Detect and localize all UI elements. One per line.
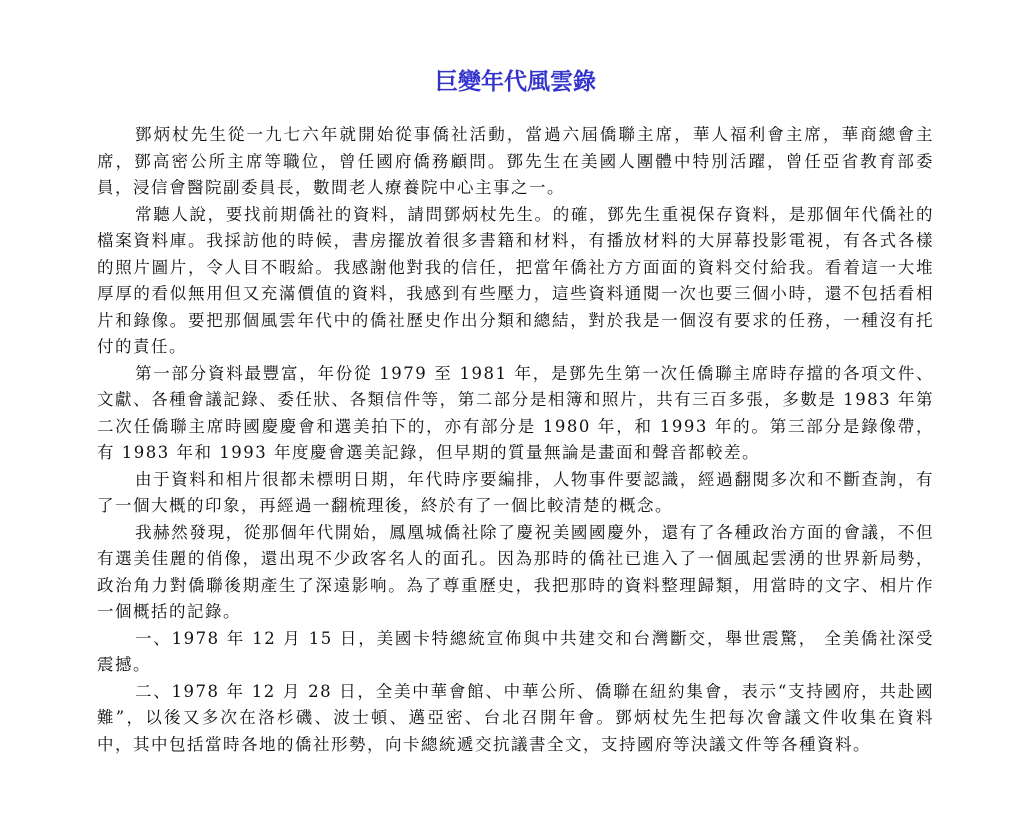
- paragraph-1: 鄧炳杖先生從一九七六年就開始從事僑社活動，當過六屆僑聯主席，華人福利會主席，華商總會主席，鄧高密公所主席等職位，曾任國府僑務顧問。鄧先生在美國人團體中特別活躍，曾任亞省教育部委員，浸信會醫院副委員長，數間老人療養院中心主事之一。: [97, 125, 934, 197]
- paragraph-4: 由于資料和相片很都未標明日期，年代時序要編排，人物事件要認識，經過翻閱多次和不斷查詢，有了一個大概的印象，再經過一翻梳理後，終於有了一個比較清楚的概念。: [97, 469, 934, 515]
- document-body: [97, 122, 934, 758]
- document-page: [97, 62, 934, 758]
- paragraph-2: 常聽人說，要找前期僑社的資料，請問鄧炳杖先生。的確，鄧先生重視保存資料，是那個年代僑社的檔案資料庫。我採訪他的時候，書房擺放着很多書籍和材料，有播放材料的大屏幕投影電視，有各式各樣的照片圖片，令人目不暇給。我感謝他對我的信任，把當年僑社方方面面的資料交付給我。看着這一大堆厚厚的看似無用但又充滿價值的資料，我感到有些壓力，這些資料通閱一次也要三個小時，還不包括看相片和錄像。要把那個風雲年代中的僑社歷史作出分類和總結，對於我是一個沒有要求的任務，一種沒有托付的責任。: [97, 204, 934, 356]
- paragraph-7: 二、1978 年 12 月 28 日，全美中華會館、中華公所、僑聯在紐約集會，表示“支持國府，共赴國難”，以後又多次在洛杉磯、波士頓、邁亞密、台北召開年會。鄧炳杖先生把每次會議文件收集在資料中，其中包括當時各地的僑社形勢，向卡總統遞交抗議書全文，支持國府等決議文件等各種資料。: [97, 681, 934, 754]
- document-title: 巨變年代風雲錄: [435, 69, 596, 95]
- paragraph-5: 我赫然發現，從那個年代開始，鳳凰城僑社除了慶祝美國國慶外，還有了各種政治方面的會議，不但有選美佳麗的俏像，還出現不少政客名人的面孔。因為那時的僑社已進入了一個風起雲湧的世界新局勢，政治角力對僑聯後期產生了深遠影响。為了尊重歷史，我把那時的資料整理歸類，用當時的文字、相片作一個概括的記錄。: [97, 522, 934, 621]
- paragraph-3: 第一部分資料最豐富，年份從 1979 至 1981 年，是鄧先生第一次任僑聯主席時存擋的各項文件、文獻、各種會議記錄、委任狀、各類信件等，第二部分是相簿和照片，共有三百多張，多數是 1983 年第二次任僑聯主席時國慶慶會和選美拍下的，亦有部分是 1980 年，和 1993 年的。第三部分是錄像帶，有 1983 年和 1993 年度慶會選美記錄，但早期的質量無論是畫面和聲音都較差。: [97, 363, 934, 462]
- paragraph-6: 一、1978 年 12 月 15 日，美國卡特總統宣佈與中共建交和台灣斷交，舉世震驚， 全美僑社深受震撼。: [97, 628, 934, 674]
